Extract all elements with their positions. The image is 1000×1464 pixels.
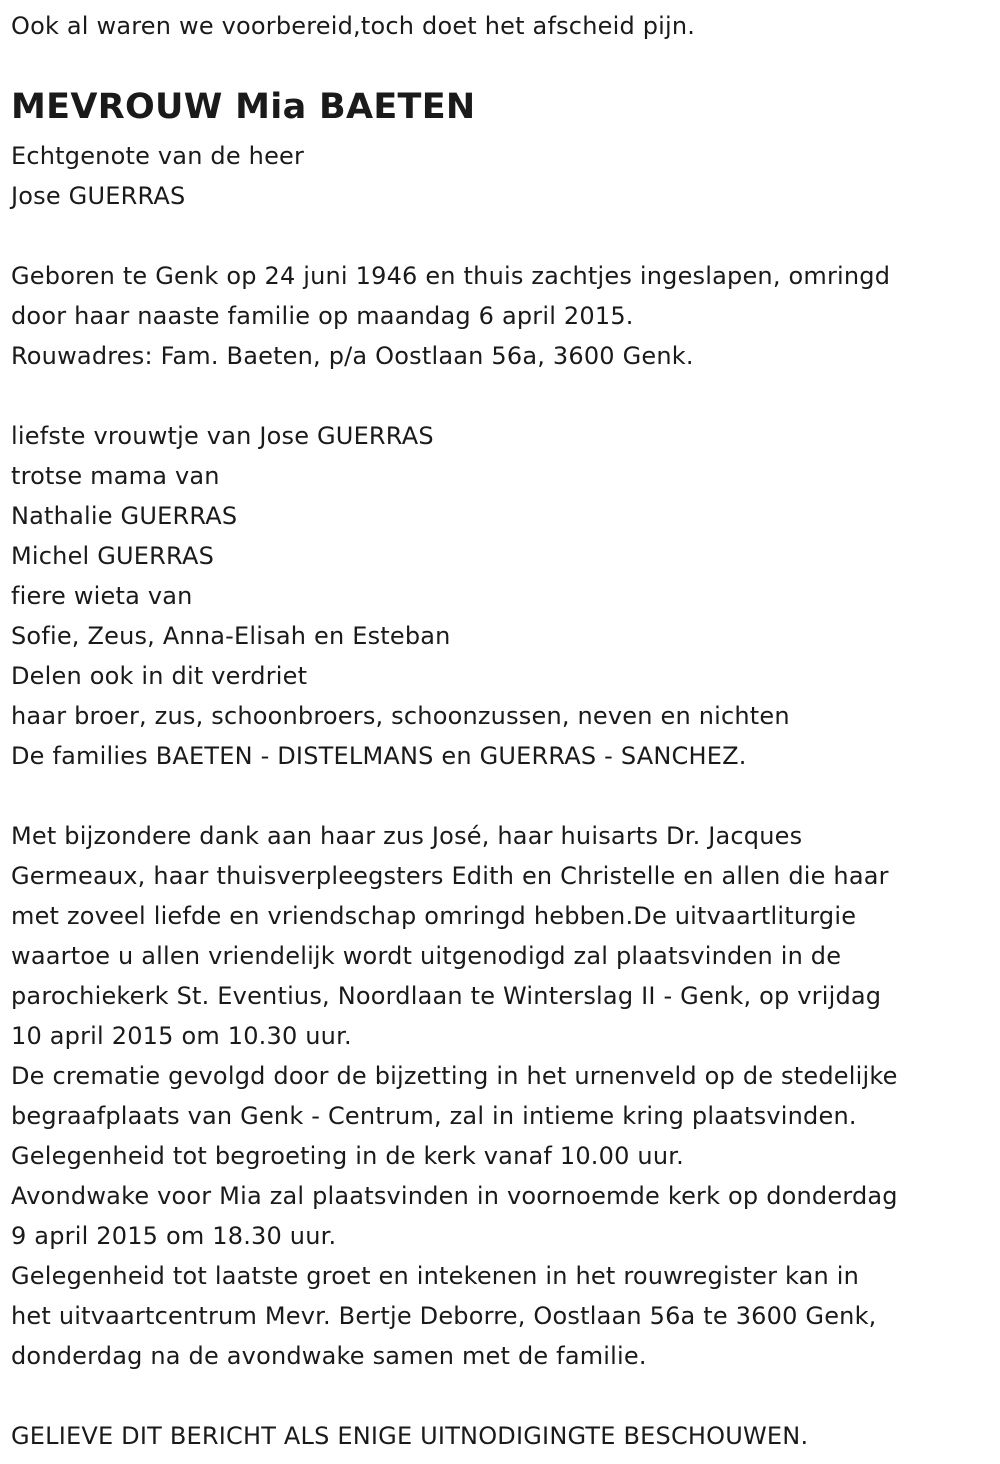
funeral-details-block [11, 816, 988, 1376]
details-line: het uitvaartcentrum Mevr. Bertje Deborre, Oostlaan 56a te 3600 Genk, [11, 1302, 877, 1330]
spouse-line: Jose GUERRAS [11, 182, 186, 210]
details-line: parochiekerk St. Eventius, Noordlaan te Winterslag II - Genk, op vrijdag [11, 982, 882, 1010]
details-line: Gelegenheid tot laatste groet en intekenen in het rouwregister kan in [11, 1262, 860, 1290]
family-block [11, 416, 988, 776]
details-line: Avondwake voor Mia zal plaatsvinden in voornoemde kerk op donderdag [11, 1182, 898, 1210]
spacer [11, 1376, 988, 1416]
details-line: De crematie gevolgd door de bijzetting in het urnenveld op de stedelijke [11, 1062, 898, 1090]
family-line: trotse mama van [11, 462, 220, 490]
family-line: liefste vrouwtje van Jose GUERRAS [11, 422, 434, 450]
family-line: Sofie, Zeus, Anna-Elisah en Esteban [11, 622, 451, 650]
birth-death-line: door haar naaste familie op maandag 6 april 2015. [11, 302, 634, 330]
details-line: waartoe u allen vriendelijk wordt uitgenodigd zal plaatsvinden in de [11, 942, 842, 970]
details-line: donderdag na de avondwake samen met de familie. [11, 1342, 647, 1370]
details-line: Germeaux, haar thuisverpleegsters Edith en Christelle en allen die haar [11, 862, 889, 890]
spouse-block [11, 136, 988, 216]
spacer [11, 776, 988, 816]
details-line: met zoveel liefde en vriendschap omringd hebben.De uitvaartliturgie [11, 902, 857, 930]
spacer [11, 216, 988, 256]
spouse-line: Echtgenote van de heer [11, 142, 305, 170]
family-line: haar broer, zus, schoonbroers, schoonzussen, neven en nichten [11, 702, 790, 730]
details-line: 10 april 2015 om 10.30 uur. [11, 1022, 352, 1050]
details-line: Met bijzondere dank aan haar zus José, haar huisarts Dr. Jacques [11, 822, 803, 850]
details-line: Gelegenheid tot begroeting in de kerk vanaf 10.00 uur. [11, 1142, 684, 1170]
mourning-address: Rouwadres: Fam. Baeten, p/a Oostlaan 56a, 3600 Genk. [11, 342, 694, 370]
intro-line: Ook al waren we voorbereid,toch doet het afscheid pijn. [11, 12, 696, 40]
family-line: fiere wieta van [11, 582, 193, 610]
details-line: begraafplaats van Genk - Centrum, zal in intieme kring plaatsvinden. [11, 1102, 857, 1130]
family-line: Delen ook in dit verdriet [11, 662, 308, 690]
details-line: 9 april 2015 om 18.30 uur. [11, 1222, 337, 1250]
family-line: De families BAETEN - DISTELMANS en GUERRAS - SANCHEZ. [11, 742, 747, 770]
family-line: Michel GUERRAS [11, 542, 215, 570]
birth-death-line: Geboren te Genk op 24 juni 1946 en thuis zachtjes ingeslapen, omringd [11, 262, 891, 290]
birth-death-block [11, 256, 988, 376]
family-line: Nathalie GUERRAS [11, 502, 238, 530]
closing-line: GELIEVE DIT BERICHT ALS ENIGE UITNODIGINGTE BESCHOUWEN. [11, 1422, 809, 1450]
deceased-name: MEVROUW Mia BAETEN [11, 87, 476, 127]
spacer [11, 376, 988, 416]
